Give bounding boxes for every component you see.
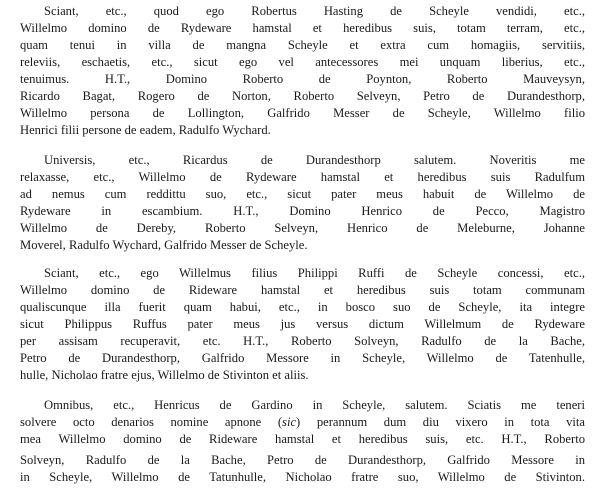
text-line: tenuimus. H.T., Domino Roberto de Poynton, Roberto Mauveysyn, bbox=[20, 72, 585, 86]
text-line: releviis, eschaetis, etc., sicut ego vel antecessores mei unquam liberius, etc., bbox=[20, 55, 585, 69]
text-line: Moverel, Radulfo Wychard, Galfrido Messer de Scheyle. bbox=[20, 238, 308, 252]
text-line: Solveyn, Radulfo de la Bache, Petro de Durandesthorp, Galfrido Messore in bbox=[20, 453, 585, 467]
text-line: sicut Philippus Ruffus pater meus jus versus dictum Willelmum de Rydeware bbox=[20, 317, 585, 331]
text-line: Willelmo de Dereby, Roberto Selveyn, Henrico de Meleburne, Johanne bbox=[20, 221, 585, 235]
text-line: in Scheyle, Willelmo de Tatunhulle, Nicholao fratre suo, Willelmo de Stivinton. bbox=[20, 470, 585, 484]
text-line: Willelmo domino de Rideware hamstal et heredibus suis totam communam bbox=[20, 283, 585, 297]
text-line: hulle, Nicholao fratre ejus, Willelmo de Stivinton et aliis. bbox=[20, 368, 309, 382]
text-line: qualiscunque illa fuerit quam habui, etc., in bosco suo de Scheyle, ita integre bbox=[20, 300, 585, 314]
text-line: Willelmo persona de Lollington, Galfrido Messer de Scheyle, Willelmo filio bbox=[20, 106, 585, 120]
text-line: Willelmo domino de Rydeware hamstal et heredibus suis, totam terram, etc., bbox=[20, 21, 585, 35]
text-line: relaxasse, etc., Willelmo de Rydeware hamstal et heredibus suis Radulfum bbox=[20, 170, 585, 184]
text-line: Sciant, etc., ego Willelmus filius Philippi Ruffi de Scheyle concessi, etc., bbox=[44, 266, 585, 280]
text-line: Ricardo Bagat, Rogero de Norton, Roberto Selveyn, Petro de Durandesthorp, bbox=[20, 89, 585, 103]
text-line: quam tenui in villa de mangna Scheyle et extra cum homagiis, servitiis, bbox=[20, 38, 585, 52]
text-line: Petro de Durandesthorp, Galfrido Messore in Scheyle, Willelmo de Tatenhulle, bbox=[20, 351, 585, 365]
text-line: Rydeware in escambium. H.T., Domino Henrico de Pecco, Magistro bbox=[20, 204, 585, 218]
text-line: Henrici filii persone de eadem, Radulfo Wychard. bbox=[20, 123, 271, 137]
text-line: solvere octo denarios nomine apnone (sic) perannum dum diu vixero in tota vita bbox=[20, 415, 586, 429]
text-line: Universis, etc., Ricardus de Durandesthorp salutem. Noveritis me bbox=[44, 153, 585, 167]
text-line: per assisam recuperavit, etc. H.T., Roberto Solveyn, Radulfo de la Bache, bbox=[20, 334, 585, 348]
text-line: Omnibus, etc., Henricus de Gardino in Scheyle, salutem. Sciatis me teneri bbox=[44, 398, 585, 412]
text-line: ad nemus cum reddittu suo, etc., sicut pater meus habuit de Willelmo de bbox=[20, 187, 585, 201]
text-line: Sciant, etc., quod ego Robertus Hasting de Scheyle vendidi, etc., bbox=[44, 4, 585, 18]
text-line: mea Willelmo domino de Rideware hamstal et heredibus suis, etc. H.T., Roberto bbox=[20, 432, 585, 446]
